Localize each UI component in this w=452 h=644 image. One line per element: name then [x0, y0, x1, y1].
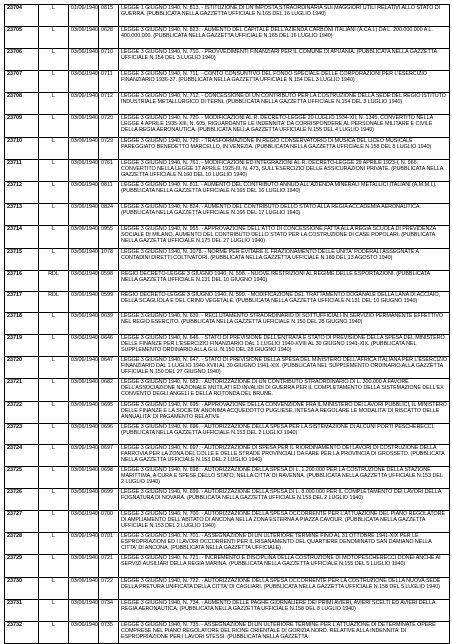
record-id: 23725	[5, 467, 39, 489]
record-id: 23727	[5, 511, 39, 533]
act-description: LEGGE 3 GIUGNO 1940, N. 698. - AUTORIZZAZIONE DELLA SPESA DI L. 1.200.000 PER LA COSTRUZIONE DELLA STAZIONE MARITTIMA, A CURA E SPESE DELLO STATO, NELLA CITTA' DI RAVENNA. (PUBBLICATA NELLA GAZZETTA UFFICIALE N.153 DEL 2 LUGLIO 1940)	[119, 467, 450, 489]
act-number: 0700	[99, 511, 119, 533]
act-number: 1078	[99, 249, 119, 271]
table-row	[5, 335, 450, 357]
record-id: 23731	[5, 600, 39, 622]
act-date: 03/06/1940	[69, 226, 99, 249]
act-number: 0698	[99, 467, 119, 489]
act-type: L	[39, 313, 69, 335]
act-description: LEGGE 3 GIUGNO 1940, N. 711. - CONTO CONSUNTIVO DEL FONDO SPECIALE DELLE CORPORAZIONI PER L'ESERCIZIO FINANZIARIO 1936-37. (PUBBLICATA NELLA GAZZETTA UFFICIALE N.154 DEL 3 LUGLIO 1940)	[119, 71, 450, 93]
act-number: 0710	[99, 49, 119, 71]
act-date: 03/06/1940	[69, 115, 99, 138]
act-date: 03/06/1940	[69, 160, 99, 182]
act-description: LEGGE 3 GIUGNO 1940, N. 647. - STATO DI PREVISIONE DELLA SPESA DEL MINISTERO DELL'AFRICA ITALIANA PER L'ESERCIZIO FINANZIARIO DAL 1 LUGLIO 1940-XVIII AL 30 GIUGNO 1941-XIX. (PUBBLICATA NEL SUPPLEMENTO ORDINARIO ALLA GAZZETTA UFFICIALE N.150 DEL 27 GIUGNO 1940)	[119, 357, 450, 379]
act-date: 03/06/1940	[69, 445, 99, 467]
act-number: 0735	[99, 622, 119, 644]
act-number: 0811	[99, 182, 119, 204]
act-type: L	[39, 622, 69, 644]
act-type: L	[39, 467, 69, 489]
act-description: LEGGE 3 GIUGNO 1940, N. 639. - RECLUTAMENTO STRAORDINARIO DI SOTTUFFICIALI IN SERVIZIO PERMANENTE EFFETTIVO NEL REGIO ESERCITO. (PUBBLICATA NELLA GAZZETTA UFFICIALE N.150 DEL 28 GIUGNO 1940)	[119, 313, 450, 335]
act-type: L	[39, 27, 69, 49]
act-type: L	[39, 489, 69, 511]
act-number: 0598	[99, 271, 119, 292]
act-date: 03/06/1940	[69, 335, 99, 357]
act-date: 03/06/1940	[69, 27, 99, 49]
table-row	[5, 271, 450, 292]
record-id: 23723	[5, 424, 39, 445]
record-id: 23708	[5, 93, 39, 115]
act-type: L	[39, 115, 69, 138]
act-date: 03/06/1940	[69, 204, 99, 226]
act-type: L	[39, 160, 69, 182]
act-date: 03/06/1940	[69, 511, 99, 533]
act-description: LEGGE 3 GIUGNO 1940, N. 696. - AUTORIZZAZIONE DELLA SPESA PER LA SISTEMAZIONE DI ALCUNI PORTI PESCHERECCI. (PUBBLICATA NELLA GAZZETTA UFFICIALE N.153 DEL 2 LUGLIO 1940)	[119, 424, 450, 445]
table-row	[5, 160, 450, 182]
act-date: 03/06/1940	[69, 467, 99, 489]
act-type: L	[39, 511, 69, 533]
act-number: 0815	[99, 5, 119, 27]
act-date: 03/06/1940	[69, 182, 99, 204]
act-description: LEGGE 1 GIUGNO 1940, N. 813. - ISTITUZIONE DI UN'IMPOSTA STRAORDINARIA SUI MAGGIORI UTILI RELATIVI ALLO STATO DI GUERRA. (PUBBLICATA NELLA GAZZETTA UFFICIALE N.165 DEL 16 LUGLIO 1940)	[119, 5, 450, 27]
table-row	[5, 71, 450, 93]
record-id: 23716	[5, 271, 39, 292]
act-date: 03/06/1940	[69, 379, 99, 402]
act-number: 0824	[99, 204, 119, 226]
act-type: L	[39, 379, 69, 402]
legislation-register-table	[4, 4, 450, 644]
record-id: 23724	[5, 445, 39, 467]
act-description: LEGGE 3 GIUGNO 1940, N. 722. - AUTORIZZAZIONE DELLA SPESA OCCORRENTE PER LA COSTRUZIONE DELLA NUOVA SEDE DELLA PRETURA UNIFICATA DELLA CITTA' DI CAGLIARI. (PUBBLICATA NELLA GAZZETTA UFFICIALE N.158 DEL 5 LUGLIO 1940)	[119, 578, 450, 600]
act-type: L	[39, 49, 69, 71]
act-number: 0682	[99, 379, 119, 402]
act-number: 0729	[99, 138, 119, 160]
act-date: 03/06/1940	[69, 292, 99, 313]
record-id: 23715	[5, 249, 39, 271]
table-row	[5, 292, 450, 313]
record-id: 23712	[5, 182, 39, 204]
act-description: LEGGE 3 GIUGNO 1940, N. 955. - APPROVAZIONE DELL'ATTO DI CONCESSIONE FATTA ALLA REGIA SCUOLA DI PREVIDENZA SOCIALE DI MILANO. AUMENTO DEL CONTRIBUTO DELLO STATO PER LA COSTRUZIONE DI CASE POPOLARI. (PUBBLICATA NELLA GAZZETTA UFFICIALE N.175 DEL 27 LUGLIO 1940)	[119, 226, 450, 249]
act-type: L	[39, 445, 69, 467]
record-id: 23707	[5, 71, 39, 93]
act-type: L	[39, 578, 69, 600]
act-number: 0647	[99, 357, 119, 379]
act-date: 03/06/1940	[69, 49, 99, 71]
table-row	[5, 600, 450, 622]
act-type: RDL	[39, 292, 69, 313]
record-id: 23704	[5, 5, 39, 27]
act-number: 0722	[99, 578, 119, 600]
act-description: LEGGE 3 GIUGNO 1940, N. 721. - INCREMENTO E DISCIPLINA DELLA COSTRUZIONE DI MOTOPESCHERECCI DONEI ANCHE AI SERVIZI AUSILIARI DELLA REGIA MARINA. (PUBBLICATA NELLA GAZZETTA UFFICIALE N.155 DEL 5 LUGLIO 1940)	[119, 555, 450, 578]
act-date: 03/06/1940	[69, 489, 99, 511]
act-description: LEGGE 3 GIUGNO 1940, N. 712. - CONCESSIONE DI UN CONTRIBUTO PER LA COSTRUZIONE DELLA SEDE DEL REGIO ISTITUTO INDUSTRIALE METALLURGICO DI TERNI. (PUBBLICATA NELLA GAZZETTA UFFICIALE N.154 DEL 3 LUGLIO 1940)	[119, 93, 450, 115]
act-type: L	[39, 533, 69, 555]
act-description: LEGGE 3 GIUGNO 1940, N. 735. - ASSEGNAZIONE DI UN ULTERIORE TERMINE PER L'ATTUAZIONE DI DETERMINATE OPERE COMPRESE NEL PIANO REGOLATORE DEL RIONE ORIENTALE DI GORIZIA NORD. RELATIVE ALLA INDENNITA' DI ESPROPRIAZIONE PER I LAVORI STESSI. (PUBBLICATA NELLA GAZZETTA	[119, 622, 450, 644]
act-date: 03/06/1940	[69, 555, 99, 578]
act-type: L	[39, 226, 69, 249]
act-type: L	[39, 357, 69, 379]
act-description: LEGGE 3 GIUGNO 1940, N. 811. - AUMENTO DEL CONTRIBUTO ANNUO ALL'AZIENDA MINERALI METALLICI ITALIANI (A.M.M.I.). (PUBBLICATA NELLA GAZZETTA UFFICIALE N.165 DEL 16 LUGLIO 1940)	[119, 182, 450, 204]
register-body	[5, 5, 450, 644]
table-row	[5, 249, 450, 271]
act-type: L	[39, 5, 69, 27]
record-id: 23732	[5, 622, 39, 644]
table-row	[5, 489, 450, 511]
act-date: 03/06/1940	[69, 622, 99, 644]
act-number: 0712	[99, 93, 119, 115]
act-type: L	[39, 93, 69, 115]
act-description: LEGGE 3 GIUGNO 1940, N. 646. - STATO DI PREVISIONE DELL'ENTRATA E STATO DI PREVISIONE DELLA SPESA DEL MINISTERO DELLE FINANZE PER L'ESERCIZIO FINANZIARIO DAL 1 LUGLIO 1940-XVIII AL 30 GIUGNO 1941-XIX. (PUBBLICATA NEL SUPPLEMENTO ORDINARIO ALLA G.U. N.150 DEL 28 GIUGNO 1940)	[119, 335, 450, 357]
record-id: 23705	[5, 27, 39, 49]
record-id: 23714	[5, 226, 39, 249]
act-type: RDL	[39, 271, 69, 292]
act-number: 0696	[99, 424, 119, 445]
record-id: 23719	[5, 335, 39, 357]
act-description: LEGGE 3 GIUGNO 1940, N. 761. - MODIFICAZIONI ED INTEGRAZIONI AL R. DECRETO-LEGGE 29 APRILE 1923-I, N. 966, CONVERTITO NELLA LEGGE 17 APRILE 1925-III, N. 473, SULL'ESERCIZIO DELLE ASSICURAZIONI PRIVATE. (PUBBLICATA NELLA GAZZETTA UFFICIALE N.160 DEL 10 LUGLIO 1940)	[119, 160, 450, 182]
act-number: 0711	[99, 71, 119, 93]
record-id: 23720	[5, 357, 39, 379]
act-type: L	[39, 600, 69, 622]
act-date: 03/06/1940	[69, 533, 99, 555]
table-row	[5, 379, 450, 402]
record-id: 23721	[5, 379, 39, 402]
record-id: 23728	[5, 533, 39, 555]
table-row	[5, 313, 450, 335]
act-description: REGIO DECRETO-LEGGE 3 GIUGNO 1940, N. 599. - MODIFICAZIONE DEL TRATTAMENTO DOGANALE DELLA LANA DI ACCIAIO, DELLA SCAGLIOLA E DEL CRINO VEGETALE. (PUBBLICATA NELLA GAZZETTA UFFICIALE N.131 DEL 10 GIUGNO 1940)	[119, 292, 450, 313]
act-description: LEGGE 3 GIUGNO 1940, N. 699. - AUTORIZZAZIONE DELLA SPESA DI L. 8.000.000 PER IL COMPLETAMENTO DEI LAVORI DELLA FOGNATURA DI NOVARA. (PUBBLICATA NELLA GAZZETTA UFFICIALE N.153 DEL 2 LUGLIO 1940)	[119, 489, 450, 511]
table-row	[5, 445, 450, 467]
act-date: 03/06/1940	[69, 249, 99, 271]
table-row	[5, 226, 450, 249]
record-id: 23710	[5, 138, 39, 160]
record-id: 23722	[5, 402, 39, 424]
act-type: L	[39, 555, 69, 578]
act-date: 03/06/1940	[69, 357, 99, 379]
act-date: 03/06/1940	[69, 271, 99, 292]
table-row	[5, 115, 450, 138]
record-id: 23709	[5, 115, 39, 138]
act-number: 0699	[99, 489, 119, 511]
act-number: 0720	[99, 115, 119, 138]
table-row	[5, 204, 450, 226]
act-description: LEGGE 3 GIUGNO 1940, N. 729. - TRASFORMAZIONE IN REGIO CONSERVATORIO DI MUSICA DEL LICEO MUSICALE PAREGGIATO BENEDETTO MARCELLO, IN VENEZIA. (PUBBLICATA NELLA GAZZETTA UFFICIALE N.158 DEL 8 LUGLIO 1940)	[119, 138, 450, 160]
record-id: 23726	[5, 489, 39, 511]
act-number: 0721	[99, 555, 119, 578]
act-description: LEGGE 3 GIUGNO 1940, N. 823. - AUMENTO DEL CAPITALE DELL'AZIENDA CARBONI ITALIANI (A.CA.I.) DA L. 200.000.000 A L. 400.000.000. (PUBBLICATA NELLA GAZZETTA UFFICIALE N.165 DEL 16 LUGLIO 1940)	[119, 27, 450, 49]
act-date: 03/06/1940	[69, 138, 99, 160]
act-description: LEGGE 3 GIUGNO 1940, N. 824. - AUMENTO DEL CONTRIBUTO DELLO STATO ALLA REGIA ACCADEMIA AERONAUTICA. (PUBBLICATA NELLA GAZZETTA UFFICIALE N.166 DEL 17 LUGLIO 1940)	[119, 204, 450, 226]
act-description: LEGGE 3 GIUGNO 1940, N. 720. - MODIFICAZIONI AL R. DECRETO-LEGGE 20 LUGLIO 1934-XII, N. 1345, CONVERTITO NELLA LEGGE 4 APRILE 1935-XIII, N. 605, RIGUARDANTE LE INDENNITA' DA CORRISPONDERE AL PERSONALE MILITARE E CIVILE DELLA REGIA AERONAUTICA. (PUBBLICATA NELLA GAZZETTA UFFICIALE N.155 DEL 4 LUGLIO 1940)	[119, 115, 450, 138]
record-id: 23706	[5, 49, 39, 71]
act-description: LEGGE 3 GIUGNO 1940, N. 710. - PROVVEDIMENTI FINANZIARI PER IL COMUNE DI APUANIA. (PUBBLICATA NELLA GAZZETTA UFFICIALE N.154 DEL 3 LUGLIO 1940)	[119, 49, 450, 71]
act-number: 0697	[99, 445, 119, 467]
table-row	[5, 424, 450, 445]
table-row	[5, 467, 450, 489]
table-row	[5, 138, 450, 160]
act-number: 0701	[99, 533, 119, 555]
act-description: LEGGE 3 GIUGNO 1940, N. 695. - APPROVAZIONE DELLA CONVENZIONE FRA IL MINISTERO DEI LAVORI PUBBLICI, IL MINISTERO DELLE FINANZE E LA SOCIETA' ANONIMA ACQUEDOTTO PUGLIESE, INTESA A REGOLARE LE MODALITA' DI RISCATTO DELLE ANNUALITA' DI PAGAMENTO RELATIVE	[119, 402, 450, 424]
table-row	[5, 49, 450, 71]
table-row	[5, 511, 450, 533]
record-id: 23713	[5, 204, 39, 226]
act-date: 03/06/1940	[69, 424, 99, 445]
act-number: 0646	[99, 335, 119, 357]
act-number: 0628	[99, 27, 119, 49]
record-id: 23729	[5, 555, 39, 578]
table-row	[5, 555, 450, 578]
act-type: L	[39, 424, 69, 445]
act-description: LEGGE 3 GIUGNO 1940, N. 682. - AUTORIZZAZIONE DI UN CONTRIBUTO STRAORDINARIO DI L. 300.000 A FAVORE DELL'ASSOCIAZIONE NAZIONALE MUTILATI ED INVALIDI DI GUERRA PER IL COMPLETAMENTO DELLA SISTEMAZIONE DELL'EX CONVENTO DEGLI ANGELI E DELLA ROTONDA DEL BRUNE.	[119, 379, 450, 402]
act-description: LEGGE 3 GIUGNO 1940, N. 700. - AUTORIZZAZIONE DELLA SPESA OCCORRENTE PER L'ATTUAZIONE DEL PIANO REGOLATORE DI AMPLIAMENTO DELL'ABITATO DI ANCONA NELLA ZONA ESTERNA A PIAZZA CAVOUR. (PUBBLICATA NELLA GAZZETTA UFFICIALE N.153 DEL 2 LUGLIO 1940)	[119, 511, 450, 533]
record-id: 23711	[5, 160, 39, 182]
table-row	[5, 402, 450, 424]
table-row	[5, 622, 450, 644]
act-description: LEGGE 3 GIUGNO 1940, N. 734. - AUMENTO DELLE PAGHE GIORNALIERE DEI PRIMI AVIERI, AVIERI SCELTI ED AVIERI DELLA REGIA AERONAUTICA. (PUBBLICATA NELLA GAZZETTA UFFICIALE N.158 DEL 8 LUGLIO 1940)	[119, 600, 450, 622]
act-date: 03/06/1940	[69, 71, 99, 93]
act-type: L	[39, 335, 69, 357]
act-description: LEGGE 3 GIUGNO 1940, N. 1078. - NORME PER EVITARE IL FRAZIONAMENTO DELLE UNITA' PODERALI ASSEGNATE A CONTADINI DIRETTI COLTIVATORI. (PUBBLICATA NELLA GAZZETTA UFFICIALE N.189 DEL 13 AGOSTO 1940)	[119, 249, 450, 271]
act-date: 03/06/1940	[69, 93, 99, 115]
act-type: L	[39, 138, 69, 160]
table-row	[5, 5, 450, 27]
act-type: L	[39, 249, 69, 271]
act-date: 01/06/1940	[69, 5, 99, 27]
act-date: 03/06/1940	[69, 402, 99, 424]
act-number: 0639	[99, 313, 119, 335]
record-id: 23730	[5, 578, 39, 600]
act-type: L	[39, 204, 69, 226]
act-description: REGIO DECRETO-LEGGE 3 GIUGNO 1940, N. 598. - NUOVE RESTRIZIONI AL REGIME DELLE ESPORTAZIONI. (PUBBLICATA NELLA GAZZETTA UFFICIALE N.131 DEL 10 GIUGNO 1940)	[119, 271, 450, 292]
act-date: 03/06/1940	[69, 313, 99, 335]
table-row	[5, 93, 450, 115]
act-number: 0734	[99, 600, 119, 622]
act-number: 0695	[99, 402, 119, 424]
table-row	[5, 357, 450, 379]
act-type: L	[39, 402, 69, 424]
act-type: L	[39, 182, 69, 204]
act-description: LEGGE 3 GIUGNO 1940, N. 701. - ASSEGNAZIONE DI UN ULTERIORE TERMINE FINO AL 31 OTTOBRE 1941-XIX PER LE ESPROPRIAZIONI ED I LAVORI OCCORRENTI PER IL RISANAMENTO DEL QUARTIERE DENOMINATO SAN DAMIANO NELLA CITTA' DI ANCONA. (PUBBLICATA NELLA GAZZETTA UFFICIALE)	[119, 533, 450, 555]
act-description: LEGGE 3 GIUGNO 1940, N. 697. - AUTORIZZAZIONE DI SPESA PER IL RIORDINAMENTO DEI LAVORI DI COSTRUZIONE DELLA FARROVIA PER LA ZONA DEL COLLE E DELLE STRADE PROVINCIALI DA FARE PER LA PROVINCIA DI GROSSETO. (PUBBLICATA NELLA GAZZETTA UFFICIALE N.153 DEL 2 LUGLIO 1940)	[119, 445, 450, 467]
table-row	[5, 27, 450, 49]
record-id: 23717	[5, 292, 39, 313]
act-number: 0955	[99, 226, 119, 249]
record-id: 23718	[5, 313, 39, 335]
act-number: 0599	[99, 292, 119, 313]
act-number: 0761	[99, 160, 119, 182]
table-row	[5, 533, 450, 555]
act-date: 03/06/1940	[69, 578, 99, 600]
act-date: 03/06/1940	[69, 600, 99, 622]
table-row	[5, 182, 450, 204]
act-type: L	[39, 71, 69, 93]
table-row	[5, 578, 450, 600]
